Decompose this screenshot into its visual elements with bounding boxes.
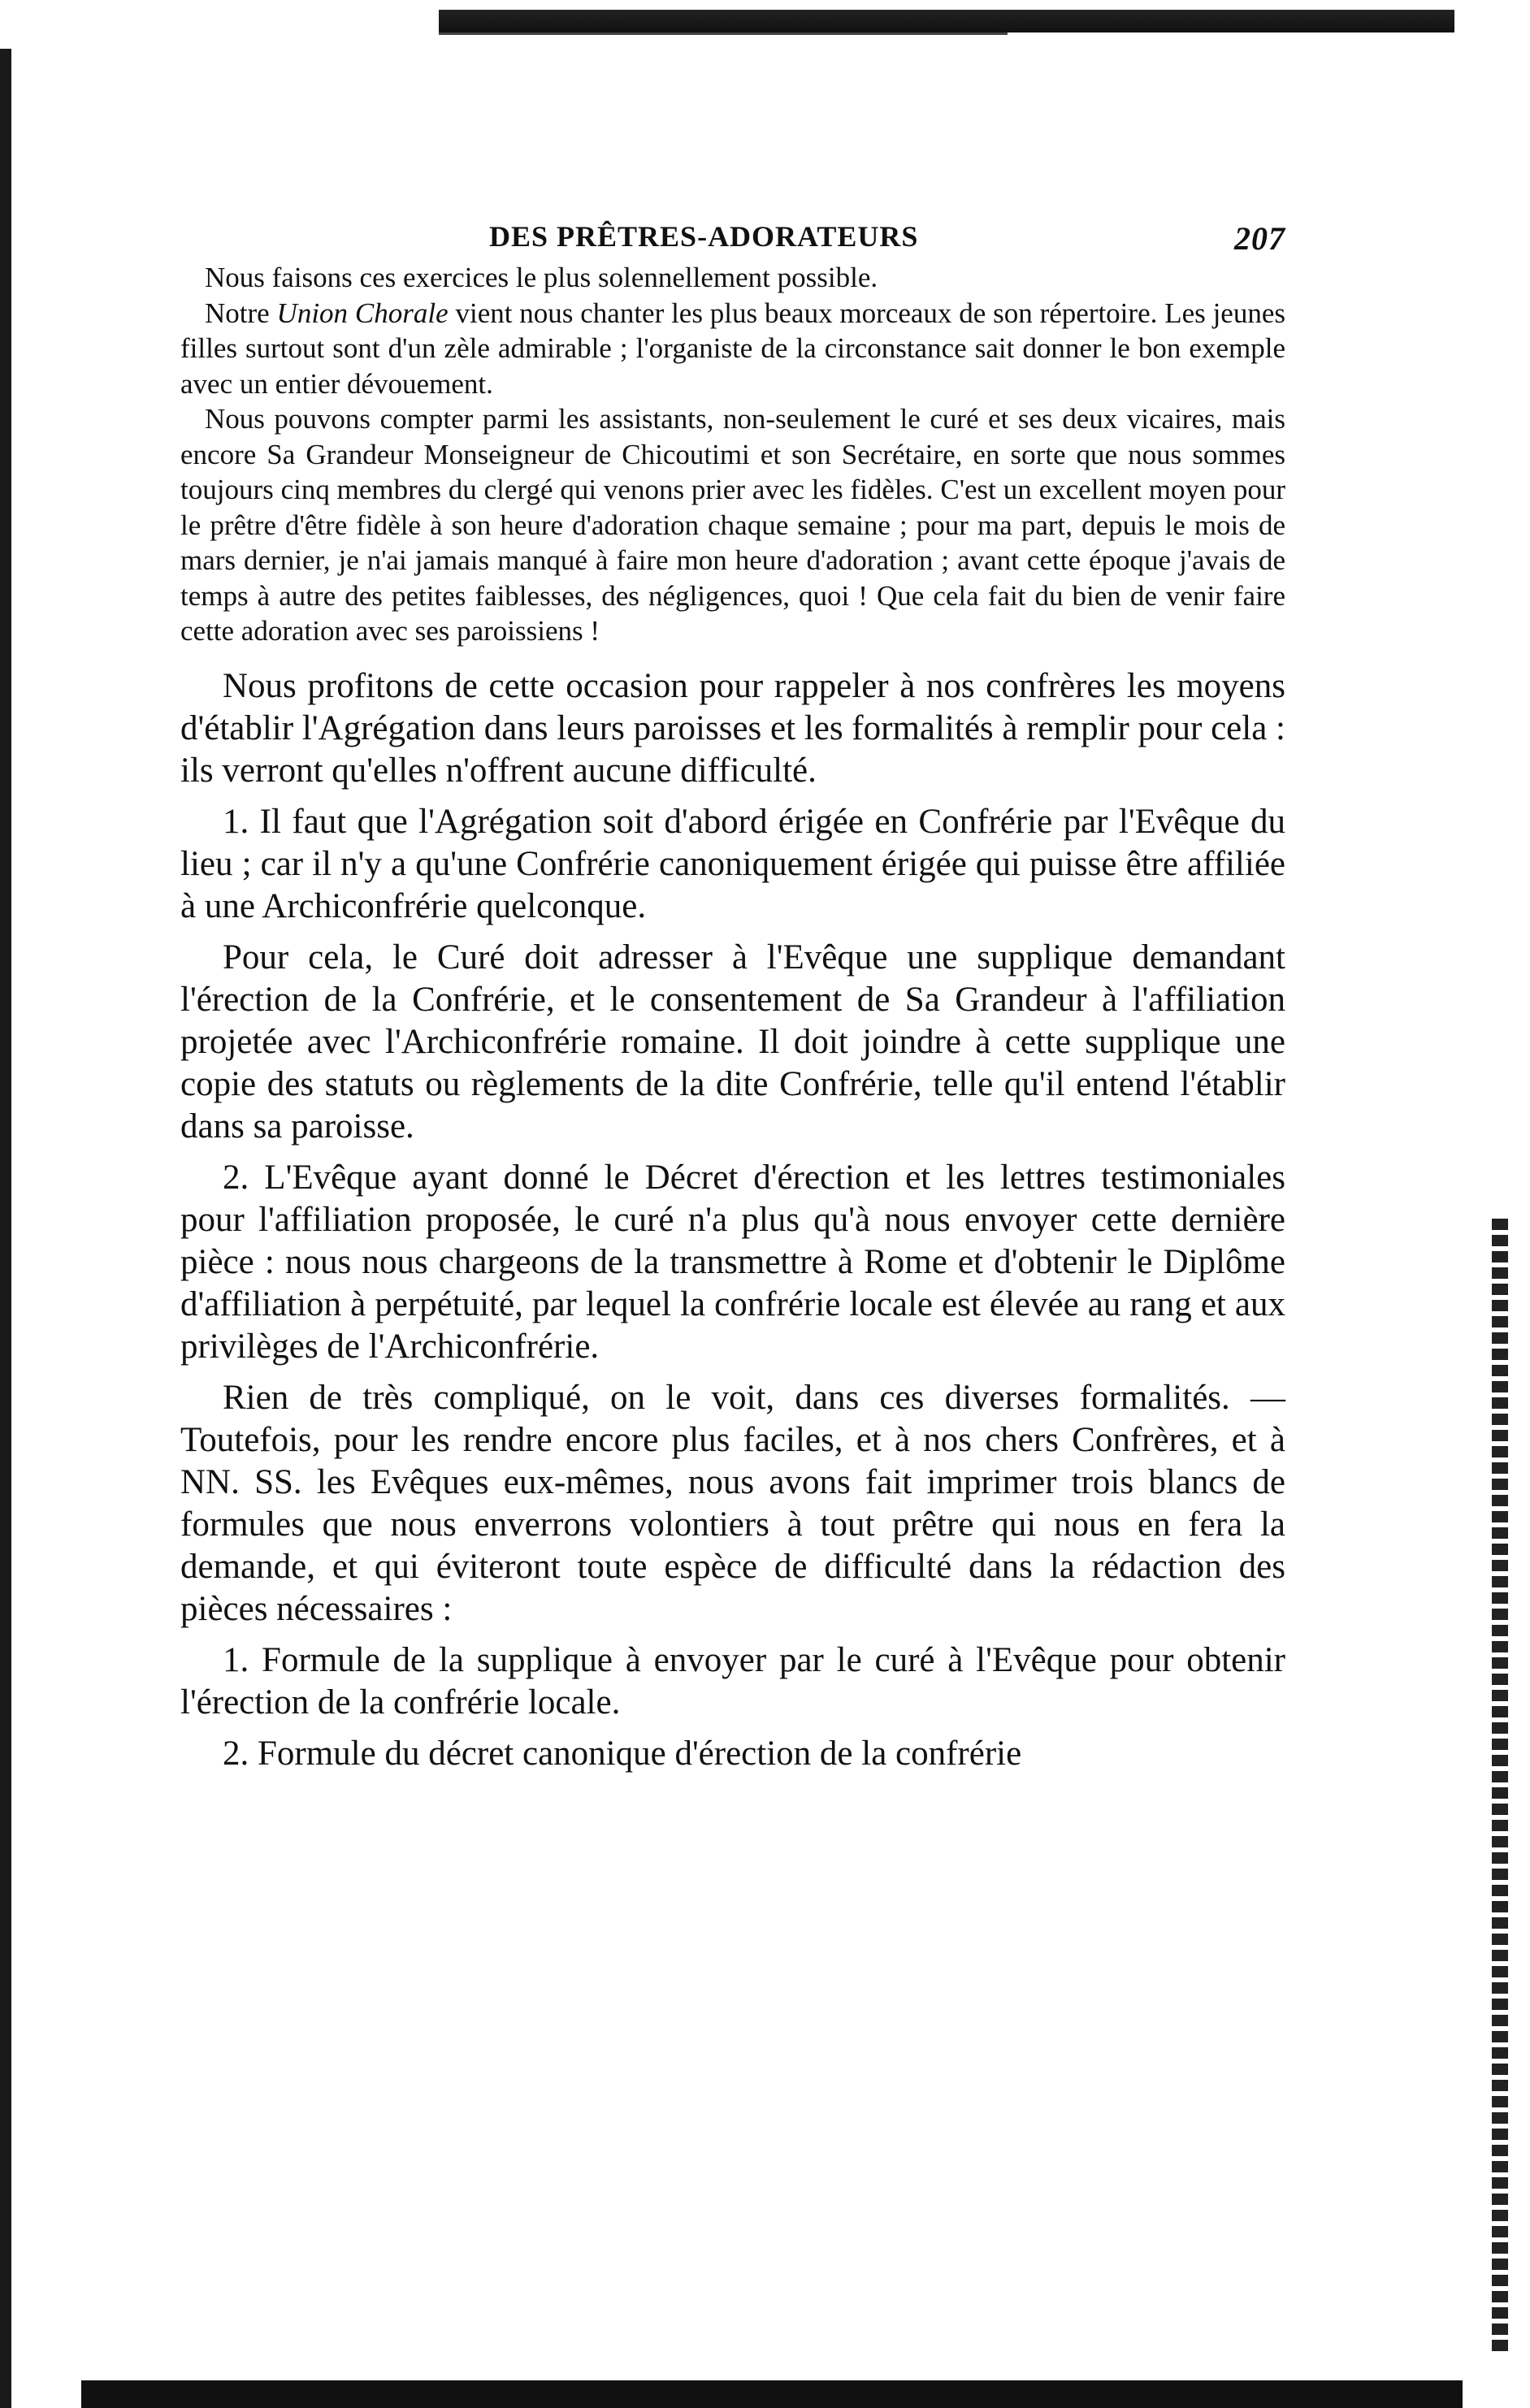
paragraph-formula-1: 1. Formule de la supplique à envoyer par le curé à l'Evêque pour obtenir l'érection de la confrérie locale. bbox=[180, 1640, 1285, 1722]
running-head-title: DES PRÊTRES-ADORATEURS bbox=[489, 220, 919, 253]
book-page bbox=[180, 219, 1285, 1784]
small-paragraph-3: Nous pouvons compter parmi les assistants, non-seulement le curé et ses deux vicaires, mais encore Sa Grandeur Monseigneur de Chicoutimi et son Secrétaire, en sorte que nous sommes toujours cinq membres du clergé qui venons prier avec les fidèles. C'est un excellent moyen pour le prêtre d'être fidèle à son heure d'adoration chaque semaine ; pour ma part, depuis le mois de mars dernier, je n'ai jamais manqué à faire mon heure d'adoration ; avant cette époque j'avais de temps à autre des petites faiblesses, des négligences, quoi ! Que cela fait du bien de venir faire cette adoration avec ses paroissiens ! bbox=[180, 403, 1285, 647]
scan-edge-top-thin bbox=[439, 32, 1008, 35]
paragraph-formula-2: 2. Formule du décret canonique d'érection de la confrérie bbox=[223, 1734, 1022, 1773]
paragraph-item-2: 2. L'Evêque ayant donné le Décret d'érection et les lettres testimoniales pour l'affiliation proposée, le curé n'a plus qu'à nous envoyer cette dernière pièce : nous nous chargeons de la transmettre à Rome et d'obtenir le Diplôme d'affiliation à perpétuité, par lequel la confrérie locale est élevée au rang et aux privilèges de l'Archiconfrérie. bbox=[180, 1158, 1285, 1366]
scan-edge-left bbox=[0, 49, 11, 2408]
paragraph-formalites: Rien de très compliqué, on le voit, dans ces diverses formalités. — Toutefois, pour les rendre encore plus faciles, et à nos chers Confrères, et à NN. SS. les Evêques eux-mêmes, nous avons fait imprimer trois blancs de formules que nous enverrons volontiers à tout prêtre qui nous en fera la demande, et qui éviteront toute espèce de difficulté dans la rédaction des pièces nécessaires : bbox=[180, 1378, 1285, 1628]
paragraph-item-1: 1. Il faut que l'Agrégation soit d'abord érigée en Confrérie par l'Evêque du lieu ; car il n'y a qu'une Confrérie canoniquement érigée qui puisse être affiliée à une Archiconfrérie quelconque. bbox=[180, 802, 1285, 925]
small-print-section bbox=[180, 260, 1285, 649]
running-head bbox=[180, 219, 1285, 260]
union-chorale-italic: Union Chorale bbox=[276, 297, 449, 329]
small-paragraph-1: Nous faisons ces exercices le plus solennellement possible. bbox=[205, 262, 878, 293]
small-paragraph-2-end: vient nous chanter les plus beaux morceaux de son répertoire. Les jeunes filles surtout sont d'un zèle admirable ; l'organiste de la circonstance sait donner le bon exemple avec un entier dévouement. bbox=[180, 297, 1285, 400]
scan-edge-right bbox=[1492, 1219, 1508, 2356]
scan-edge-bottom bbox=[81, 2380, 1463, 2408]
scan-edge-top bbox=[439, 0, 1454, 32]
page-number: 207 bbox=[1234, 220, 1285, 257]
main-text-section bbox=[180, 665, 1285, 1775]
small-paragraph-2 bbox=[180, 296, 1285, 402]
small-paragraph-2-start: Notre bbox=[205, 297, 277, 329]
paragraph-intro: Nous profitons de cette occasion pour rappeler à nos confrères les moyens d'établir l'Agrégation dans leurs paroisses et les formalités à remplir pour cela : ils verront qu'elles n'offrent aucune difficulté. bbox=[180, 666, 1286, 790]
paragraph-supplique: Pour cela, le Curé doit adresser à l'Evêque une supplique demandant l'érection de la Confrérie, et le consentement de Sa Grandeur à l'affiliation projetée avec l'Archiconfrérie romaine. Il doit joindre à cette supplique une copie des statuts ou règlements de la dite Confrérie, telle qu'il entend l'établir dans sa paroisse. bbox=[180, 938, 1285, 1146]
